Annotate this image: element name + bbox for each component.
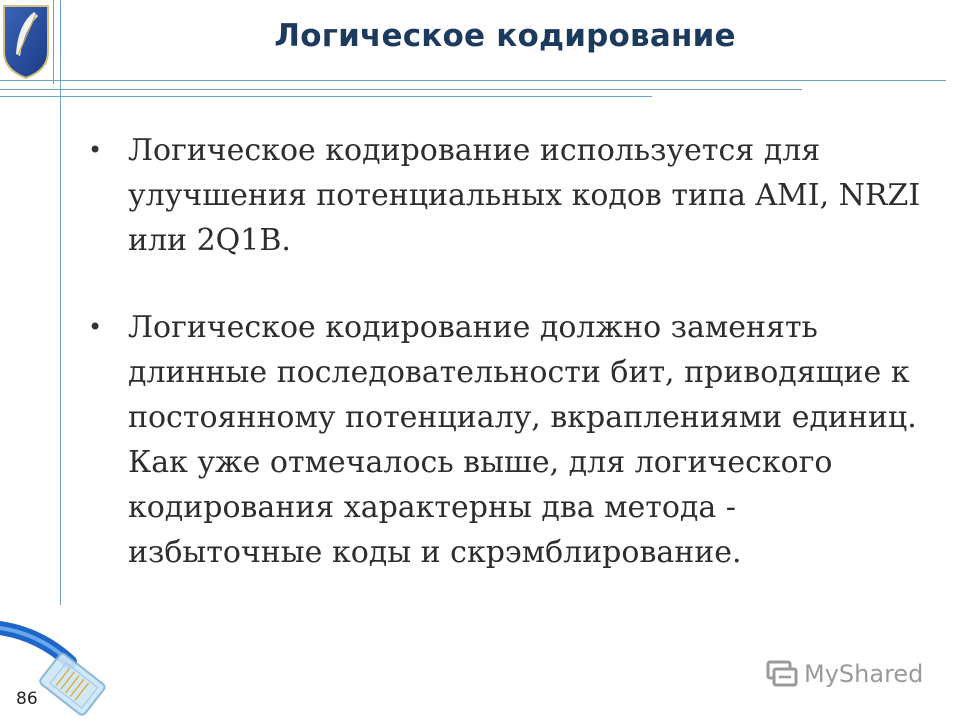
bullet-dot: • xyxy=(88,313,103,341)
header-rule-1 xyxy=(0,80,946,81)
bullet-text: Логическое кодирование используется для улучшения потенциальных кодов типа AMI, NRZI или 2Q1B. xyxy=(128,133,921,258)
bullet-text: Логическое кодирование должно заменять длинные последовательности бит, приводящие к постоянному потенциалу, вкраплениями единиц. Как уже отмечалось выше, для логического кодирования характерны два метода - избыточные коды и скрэмблирование. xyxy=(128,310,917,570)
bullet-item xyxy=(88,305,938,575)
slide-title: Логическое кодирование xyxy=(274,18,736,54)
bullet-list xyxy=(88,128,938,575)
watermark-text: MyShared xyxy=(804,660,924,688)
left-rule-2 xyxy=(60,0,61,605)
header-rule-2 xyxy=(0,89,802,90)
bullet-item xyxy=(88,128,938,263)
watermark xyxy=(766,658,936,690)
header-rule-3 xyxy=(0,96,652,97)
page-number: 86 xyxy=(16,689,38,709)
bullet-dot: • xyxy=(88,136,103,164)
myshared-logo-icon xyxy=(766,659,798,689)
